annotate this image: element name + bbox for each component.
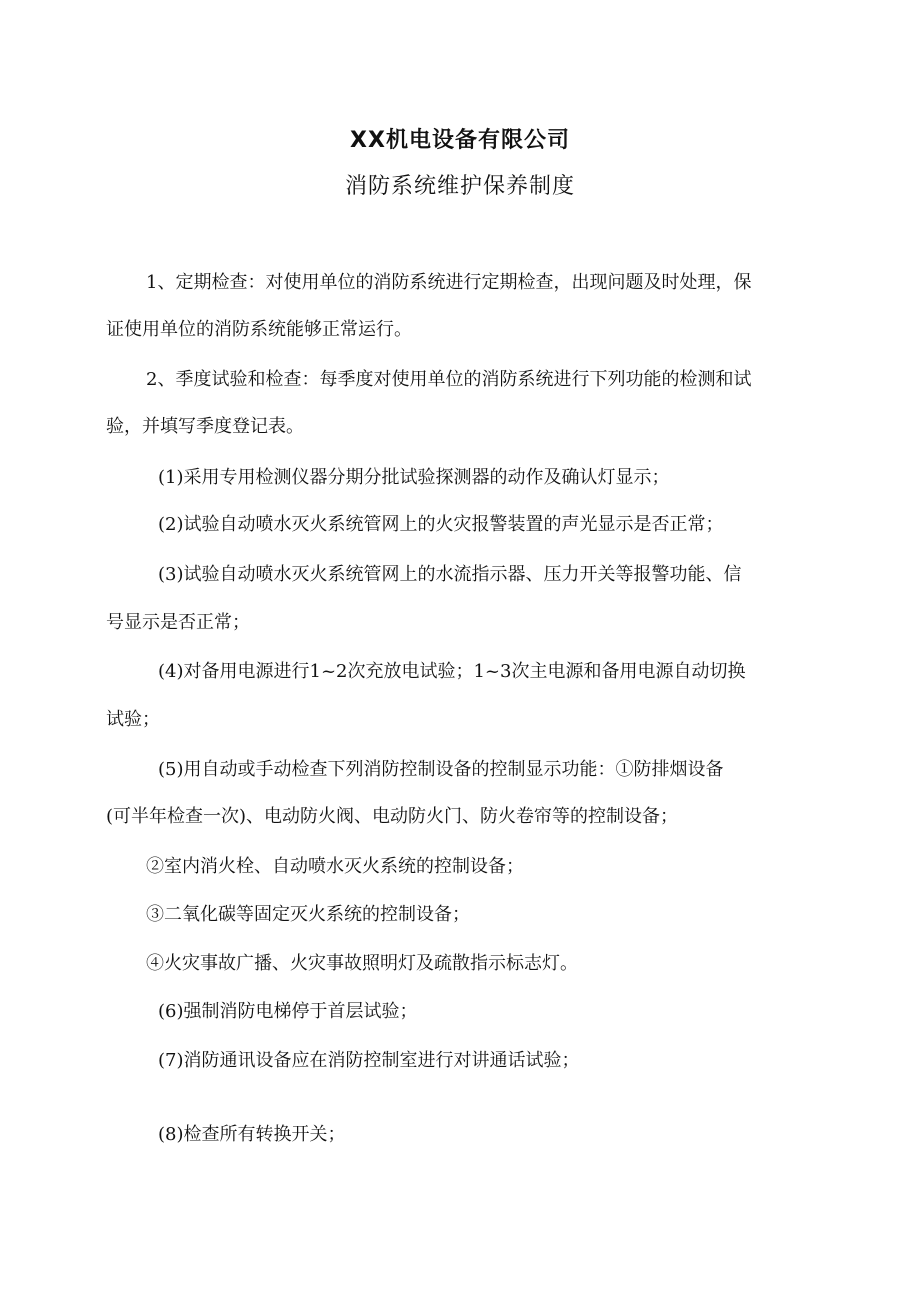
item-3-line-1: (3)试验自动喷水灭火系统管网上的水流指示器、压力开关等报警功能、信 — [158, 564, 742, 585]
paragraph-2-line-1: 2、季度试验和检查：每季度对使用单位的消防系统进行下列功能的检测和试 — [146, 369, 752, 390]
document-subtitle: 消防系统维护保养制度 — [344, 174, 575, 199]
item-2: (2)试验自动喷水灭火系统管网上的火灾报警装置的声光显示是否正常； — [158, 514, 724, 535]
item-1: (1)采用专用检测仪器分期分批试验探测器的动作及确认灯显示； — [158, 467, 670, 488]
item-5-line-1: (5)用自动或手动检查下列消防控制设备的控制显示功能：①防排烟设备 — [158, 759, 724, 780]
sub-item-4: ④火灾事故广播、火灾事故照明灯及疏散指示标志灯。 — [146, 953, 578, 974]
item-7: (7)消防通讯设备应在消防控制室进行对讲通话试验； — [158, 1050, 580, 1071]
paragraph-2-line-2: 验，并填写季度登记表。 — [106, 416, 304, 437]
item-6: (6)强制消防电梯停于首层试验； — [158, 1001, 418, 1022]
company-title: XX机电设备有限公司 — [350, 128, 570, 153]
item-4-line-2: 试验； — [106, 709, 160, 730]
sub-item-3: ③二氧化碳等固定灭火系统的控制设备； — [146, 904, 470, 925]
paragraph-1-line-2: 证使用单位的消防系统能够正常运行。 — [106, 319, 412, 340]
item-5-line-2: (可半年检查一次)、电动防火阀、电动防火门、防火卷帘等的控制设备； — [106, 806, 679, 827]
item-8: (8)检查所有转换开关； — [158, 1124, 346, 1145]
item-4-line-1: (4)对备用电源进行1~2次充放电试验；1~3次主电源和备用电源自动切换 — [158, 661, 746, 682]
item-3-line-2: 号显示是否正常； — [106, 612, 250, 633]
paragraph-1-line-1: 1、定期检查：对使用单位的消防系统进行定期检查，出现问题及时处理，保 — [146, 272, 752, 293]
sub-item-2: ②室内消火栓、自动喷水灭火系统的控制设备； — [146, 856, 524, 877]
